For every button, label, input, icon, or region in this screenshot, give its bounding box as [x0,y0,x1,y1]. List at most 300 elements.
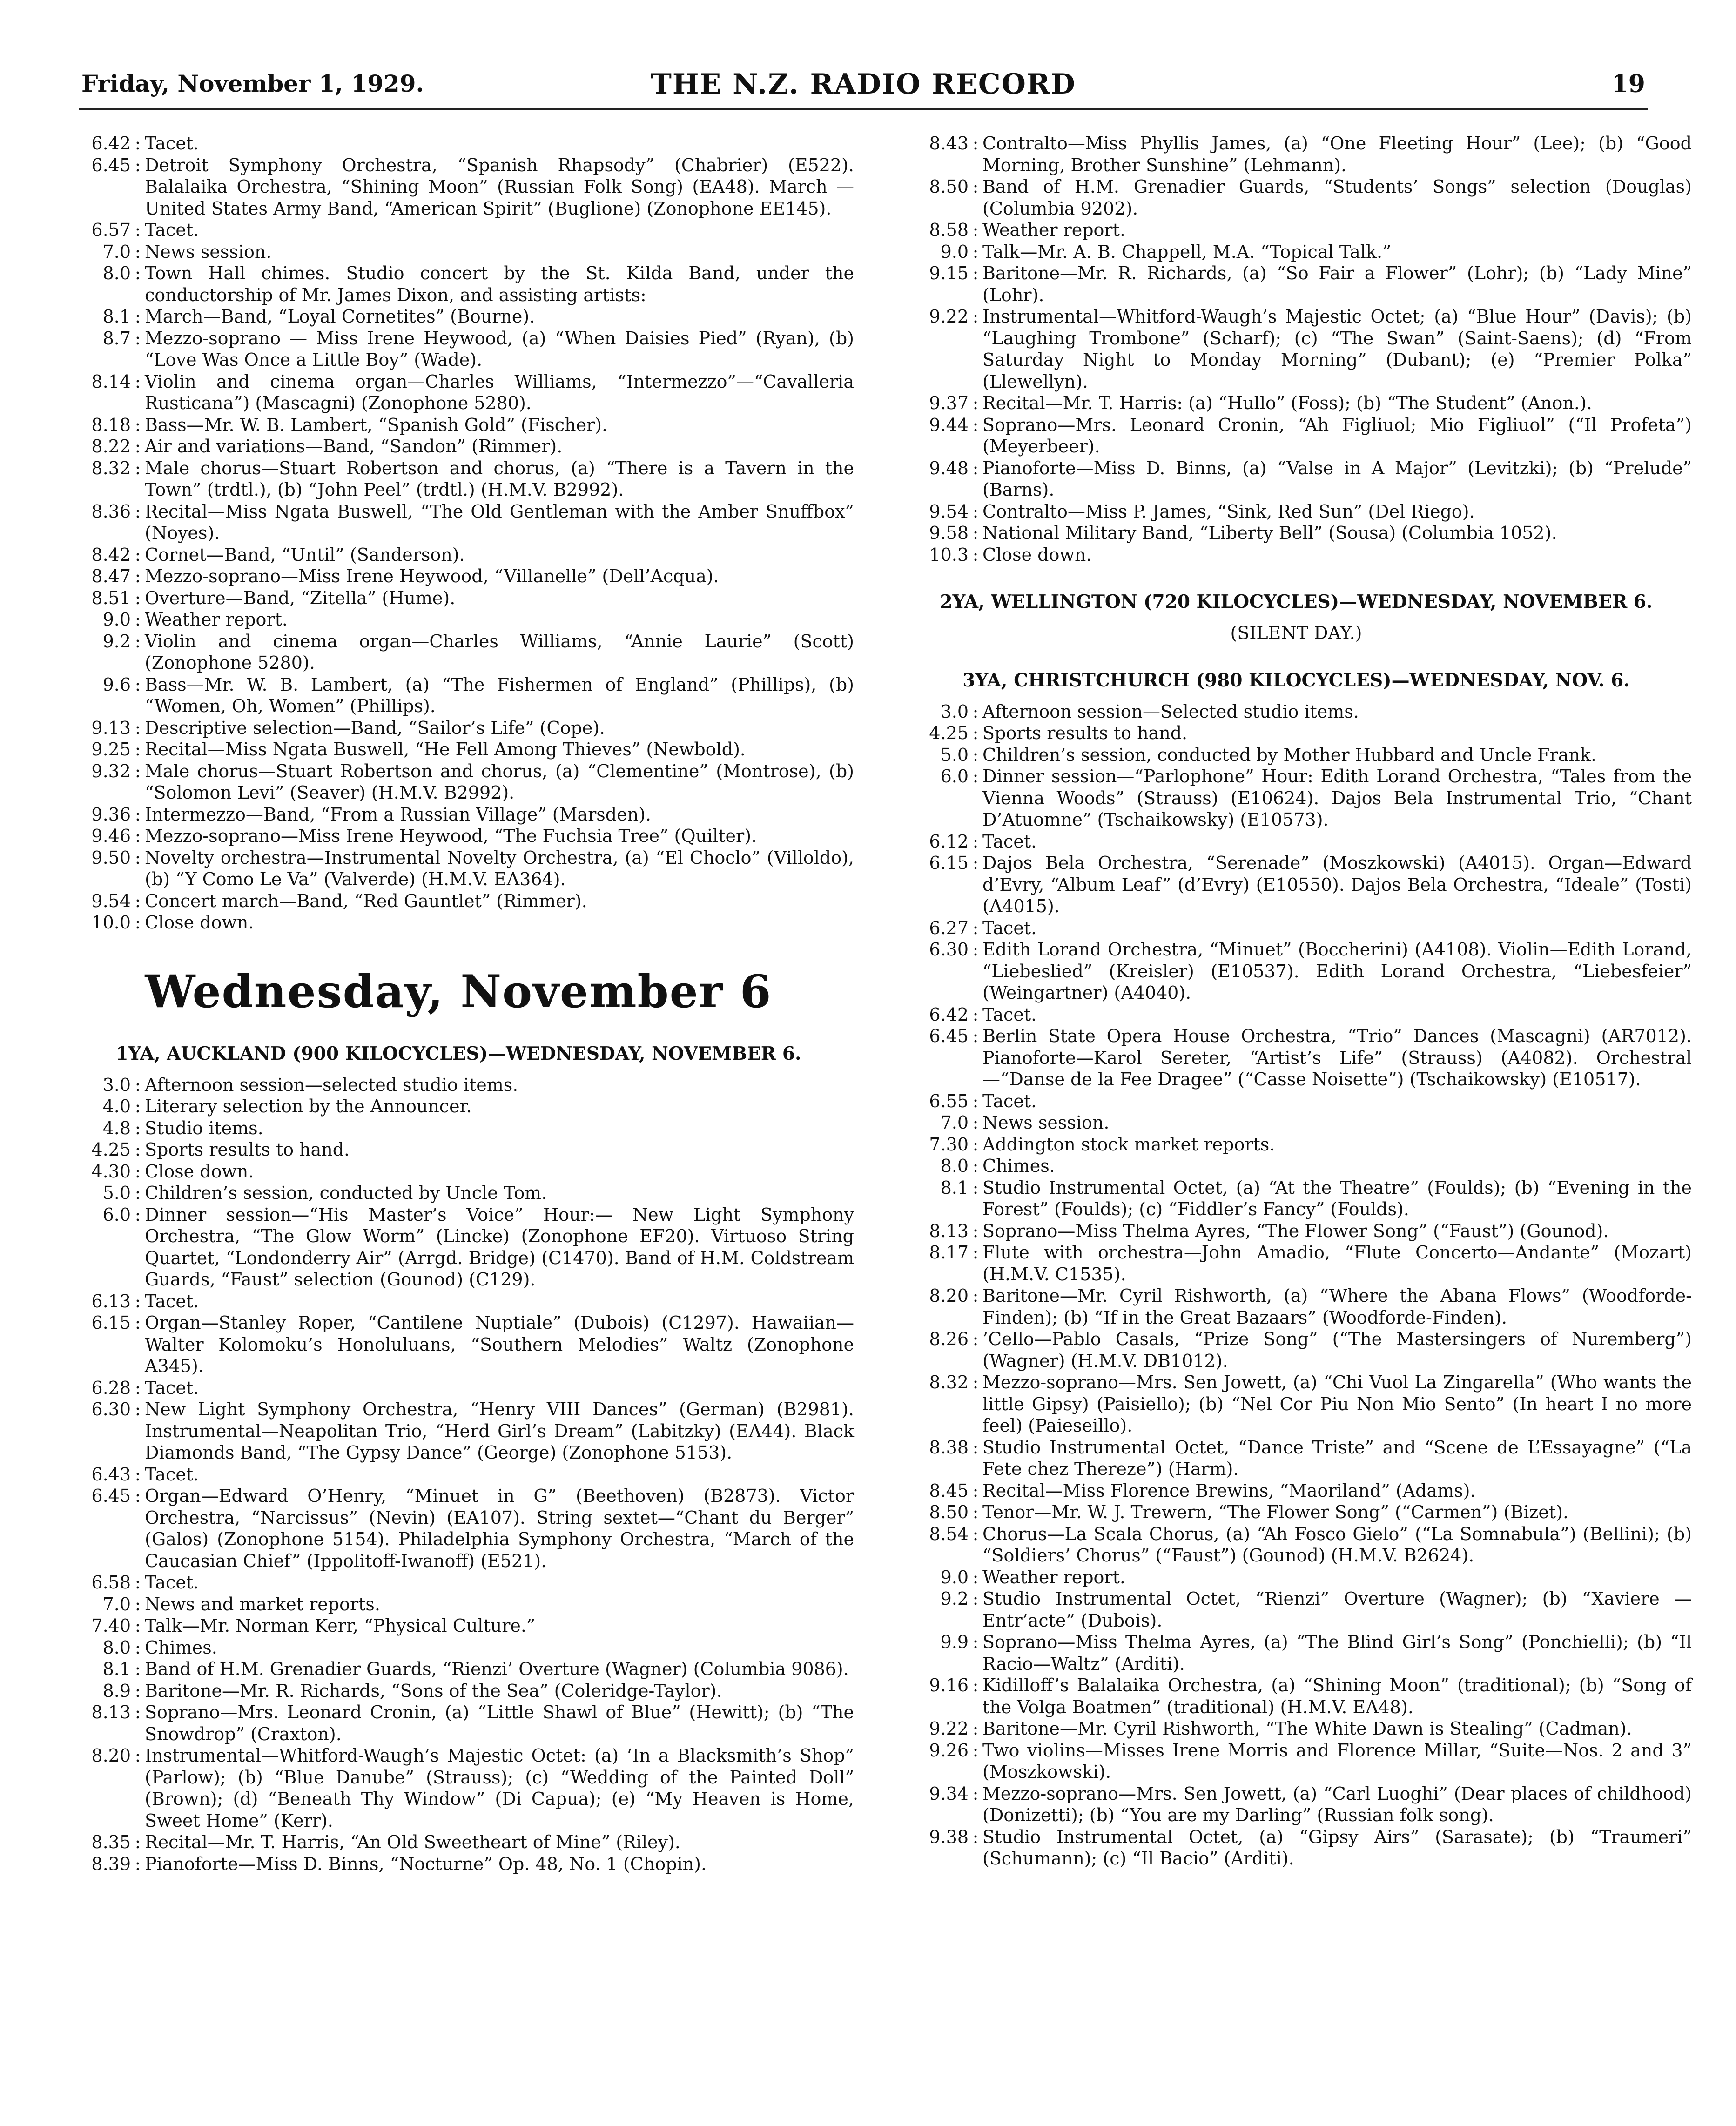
entry-separator: : [972,241,979,262]
entry-separator: : [972,457,979,478]
entry-separator: : [135,1291,141,1312]
entry-time: 7.30 [929,1134,969,1155]
program-entry [901,1372,1692,1437]
program-entry [63,1096,854,1117]
entry-text: News session. [145,241,272,262]
entry-text: Soprano—Mrs. Leonard Cronin, (a) “Little Shawl of Blue” (Hewitt); (b) “The Snowdrop” (Craxton). [145,1702,854,1744]
entry-text: Close down. [982,544,1092,565]
entry-separator: : [135,1464,141,1485]
entry-separator: : [135,1702,141,1722]
entry-separator: : [972,1632,979,1652]
entry-text: Tacet. [145,1572,199,1593]
program-entry [901,457,1692,501]
entry-separator: : [135,1312,141,1333]
entry-separator: : [135,241,141,262]
entry-time: 8.0 [102,263,131,283]
program-entry [63,565,854,587]
entry-separator: : [135,1637,141,1658]
entry-separator: : [135,1377,141,1398]
entry-separator: : [135,717,141,738]
page-number: 19 [1611,70,1645,98]
entry-text: Mezzo-soprano—Miss Irene Heywood, “The Fuchsia Tree” (Quilter). [145,826,757,846]
entry-text: Dajos Bela Orchestra, “Serenade” (Moszkowski) (A4015). Organ—Edward d’Evry, “Album Leaf” (d’Evry) (E10550). Dajos Bela Orchestra, “Ideale” (Tosti) (A4015). [982,853,1692,916]
entry-text: Recital—Mr. T. Harris, “An Old Sweetheart of Mine” (Riley). [145,1832,680,1852]
entry-time: 6.0 [102,1204,131,1225]
entry-time: 8.17 [929,1242,969,1263]
program-entry [901,306,1692,392]
entry-text: Band of H.M. Grenadier Guards, “Students’ Songs” selection (Douglas) (Columbia 9202). [982,176,1692,219]
program-list-continued [63,133,854,934]
program-entry [63,1594,854,1615]
program-entry [901,219,1692,241]
entry-text: Tacet. [982,917,1037,938]
entry-separator: : [972,523,979,543]
program-entry [63,847,854,890]
entry-text: Talk—Mr. A. B. Chappell, M.A. “Topical Talk.” [982,241,1392,262]
right-column [901,133,1692,1870]
program-entry [901,744,1692,766]
entry-text: Violin and cinema organ—Charles Williams, “Intermezzo”—“Cavalleria Rusticana”) (Mascagni) (Zonophone 5280). [145,371,854,413]
entry-text: Studio items. [145,1117,263,1138]
page-header [81,70,1645,107]
entry-time: 8.1 [102,306,131,327]
entry-time: 8.13 [91,1702,131,1722]
entry-separator: : [135,155,141,175]
program-entry [901,1523,1692,1567]
entry-separator: : [972,544,979,565]
program-entry [63,1204,854,1291]
entry-time: 8.20 [929,1285,969,1306]
entry-text: Mezzo-soprano—Mrs. Sen Jowett, (a) “Chi Vuol La Zingarella” (Who wants the little Gipsy) (Paisiello); (b) “Nel Cor Piu Non Mio Sento” (In heart I no more feel) (Paieseillo). [982,1372,1692,1436]
program-entry [63,436,854,457]
entry-separator: : [972,306,979,327]
program-entry [63,1853,854,1875]
entry-time: 6.12 [929,831,969,852]
entry-time: 8.47 [91,566,131,586]
entry-time: 9.0 [940,1567,969,1588]
program-entry [901,1437,1692,1480]
entry-text: Tacet. [145,1464,199,1485]
entry-time: 9.2 [102,631,131,652]
entry-text: Studio Instrumental Octet, “Rienzi” Overture (Wagner); (b) “Xaviere —Entr’acte” (Dubois). [982,1588,1692,1631]
program-entry [63,804,854,826]
program-list-3ya [901,701,1692,1870]
entry-separator: : [972,1242,979,1263]
program-entry [63,1745,854,1831]
program-entry [901,1588,1692,1631]
entry-separator: : [972,939,979,960]
left-column [63,133,854,1875]
entry-time: 9.22 [929,306,969,327]
entry-time: 9.25 [91,739,131,760]
program-entry [63,1572,854,1594]
entry-text: Concert march—Band, “Red Gauntlet” (Rimmer). [145,890,587,911]
entry-separator: : [972,1220,979,1241]
entry-time: 3.0 [102,1074,131,1095]
entry-separator: : [135,760,141,781]
program-entry [901,1567,1692,1588]
entry-text: Tacet. [145,1291,199,1312]
entry-text: Descriptive selection—Band, “Sailor’s Life” (Cope). [145,717,606,738]
program-entry [63,1637,854,1659]
program-entry [63,1139,854,1161]
program-entry [901,722,1692,744]
program-entry [901,1242,1692,1285]
entry-separator: : [135,1745,141,1766]
entry-text: Organ—Stanley Roper, “Cantilene Nuptiale” (Dubois) (C1297). Hawaiian—Walter Kolomoku’s Honoluluans, “Southern Melodies” Waltz (Zonophone A345). [145,1312,854,1376]
entry-time: 9.32 [91,760,131,781]
entry-text: Close down. [145,1161,254,1182]
entry-text: Close down. [145,912,254,933]
entry-text: Baritone—Mr. Cyril Rishworth, (a) “Where the Abana Flows” (Woodforde-Finden); (b) “If in the Great Bazaars” (Woodforde-Finden). [982,1285,1692,1328]
entry-time: 8.1 [940,1177,969,1198]
entry-time: 8.39 [91,1853,131,1874]
entry-separator: : [135,1074,141,1095]
entry-separator: : [972,723,979,743]
station-heading-3ya: 3YA, CHRISTCHURCH (980 KILOCYCLES)—WEDNESDAY, NOV. 6. [962,669,1630,691]
entry-text: Weather report. [145,609,288,630]
entry-text: Afternoon session—Selected studio items. [982,701,1359,722]
program-entry [901,939,1692,1004]
entry-time: 8.54 [929,1523,969,1544]
entry-time: 8.0 [940,1156,969,1176]
program-entry [63,241,854,263]
program-entry [901,1501,1692,1523]
entry-text: Sports results to hand. [982,723,1188,743]
program-entry [63,328,854,371]
program-entry [901,1718,1692,1740]
program-entry [901,701,1692,723]
entry-text: Pianoforte—Miss D. Binns, “Nocturne” Op. 48, No. 1 (Chopin). [145,1853,707,1874]
entry-time: 9.50 [91,847,131,868]
entry-separator: : [972,1588,979,1609]
entry-text: Chimes. [145,1637,217,1658]
entry-time: 9.6 [102,674,131,695]
entry-text: Studio Instrumental Octet, (a) “At the Theatre” (Foulds); (b) “Evening in the Forest” (Foulds); (c) “Fiddler’s Fancy” (Foulds). [982,1177,1692,1219]
entry-text: ’Cello—Pablo Casals, “Prize Song” (“The Mastersingers of Nuremberg”) (Wagner) (H.M.V. DB1012). [982,1329,1692,1371]
entry-separator: : [135,1572,141,1593]
entry-separator: : [972,393,979,413]
entry-time: 5.0 [102,1183,131,1203]
entry-separator: : [972,1004,979,1025]
entry-separator: : [135,631,141,652]
entry-separator: : [135,1161,141,1182]
entry-text: Pianoforte—Miss D. Binns, (a) “Valse in A Major” (Levitzki); (b) “Prelude” (Barns). [982,457,1692,500]
entry-text: Bass—Mr. W. B. Lambert, “Spanish Gold” (Fischer). [145,414,608,435]
entry-text: Kidilloff’s Balalaika Orchestra, (a) “Shining Moon” (traditional); (b) “Song of the Volga Boatmen” (traditional) (H.M.V. EA48). [982,1675,1692,1717]
entry-separator: : [135,501,141,522]
program-entry [63,890,854,912]
program-entry [63,219,854,241]
entry-text: Novelty orchestra—Instrumental Novelty Orchestra, (a) “El Choclo” (Villoldo), (b) “Y Como Le Va” (Valverde) (H.M.V. EA364). [145,847,854,889]
entry-separator: : [972,1502,979,1522]
entry-separator: : [972,414,979,435]
entry-separator: : [135,674,141,695]
entry-separator: : [972,744,979,765]
entry-time: 8.35 [91,1832,131,1852]
entry-separator: : [972,831,979,852]
entry-separator: : [972,1112,979,1133]
program-entry [901,392,1692,414]
program-entry [63,306,854,328]
entry-separator: : [972,766,979,787]
entry-separator: : [972,1567,979,1588]
entry-text: Dinner session—“His Master’s Voice” Hour:— New Light Symphony Orchestra, “The Glow Worm” (Lincke) (Zonophone EF20). Virtuoso String Quartet, “Londonderry Air” (Arrgd. Bridge) (C1470). Band of H.M. Coldstream Guards, “Faust” selection (Gounod) (C129). [145,1204,854,1290]
entry-separator: : [135,1486,141,1506]
program-entry [901,1134,1692,1156]
entry-separator: : [135,1117,141,1138]
entry-time: 9.38 [929,1826,969,1847]
silent-day-note: (SILENT DAY.) [1230,623,1362,643]
program-entry [63,717,854,739]
program-entry [63,1615,854,1637]
entry-separator: : [972,1026,979,1046]
entry-time: 9.15 [929,263,969,283]
entry-time: 8.20 [91,1745,131,1766]
entry-time: 6.15 [929,853,969,873]
entry-time: 7.40 [91,1615,131,1636]
entry-time: 9.54 [91,890,131,911]
entry-separator: : [972,1437,979,1458]
program-entry [901,262,1692,306]
program-entry [63,631,854,674]
issue-date: Friday, November 1, 1929. [81,70,424,97]
entry-time: 4.25 [929,723,969,743]
entry-text: Tacet. [145,1377,199,1398]
entry-text: Cornet—Band, “Until” (Sanderson). [145,544,465,565]
entry-time: 9.37 [929,393,969,413]
program-entry [901,831,1692,853]
entry-separator: : [135,328,141,349]
entry-time: 7.0 [102,241,131,262]
entry-time: 8.43 [929,133,969,154]
entry-time: 9.0 [102,609,131,630]
entry-time: 6.45 [929,1026,969,1046]
entry-text: Intermezzo—Band, “From a Russian Village” (Marsden). [145,804,651,825]
program-entry [63,1182,854,1204]
entry-separator: : [972,501,979,522]
program-entry [63,1161,854,1183]
entry-text: Weather report. [982,1567,1125,1588]
entry-time: 6.57 [91,220,131,240]
entry-time: 6.43 [91,1464,131,1485]
entry-separator: : [135,804,141,825]
program-entry [901,241,1692,263]
entry-separator: : [135,1680,141,1701]
entry-separator: : [135,739,141,760]
entry-separator: : [135,847,141,868]
entry-time: 9.0 [940,241,969,262]
entry-text: Addington stock market reports. [982,1134,1275,1155]
entry-text: Band of H.M. Grenadier Guards, “Rienzi’ Overture (Wagner) (Columbia 9086). [145,1659,849,1679]
entry-time: 10.0 [91,912,131,933]
entry-text: Instrumental—Whitford-Waugh’s Majestic Octet: (a) ‘In a Blacksmith’s Shop” (Parlow); (b) “Blue Danube” (Strauss); (c) “Wedding of the Painted Doll” (Brown); (d) “Beneath Thy Window” (Di Capua); (e) “My Heaven is Home, Sweet Home” (Kerr). [145,1745,854,1831]
entry-text: Mezzo-soprano — Miss Irene Heywood, (a) “When Daisies Pied” (Ryan), (b) “Love Was Once a Little Boy” (Wade). [145,328,854,370]
entry-text: Tacet. [982,1004,1037,1025]
program-entry [63,1464,854,1486]
entry-time: 8.32 [91,457,131,478]
program-entry [901,1826,1692,1870]
entry-text: Chorus—La Scala Chorus, (a) “Ah Fosco Gielo” (“La Somnabula”) (Bellini); (b) “Soldiers’ Chorus” (“Faust”) (Gounod) (H.M.V. B2624). [982,1523,1692,1566]
entry-separator: : [972,1090,979,1111]
entry-separator: : [135,912,141,933]
entry-time: 6.30 [929,939,969,960]
entry-time: 9.48 [929,457,969,478]
program-entry [63,371,854,414]
entry-text: New Light Symphony Orchestra, “Henry VIII Dances” (German) (B2981). Instrumental—Neapolitan Trio, “Herd Girl’s Dream” (Labitzky) (EA44). Black Diamonds Band, “The Gypsy Dance” (George) (Zonophone 5153). [145,1399,854,1463]
entry-time: 9.34 [929,1783,969,1804]
entry-time: 6.30 [91,1399,131,1420]
entry-time: 8.0 [102,1637,131,1658]
program-entry [901,1328,1692,1372]
entry-separator: : [135,133,141,154]
entry-separator: : [972,133,979,154]
entry-text: Literary selection by the Announcer. [145,1096,472,1117]
entry-separator: : [972,1675,979,1695]
entry-text: Violin and cinema organ—Charles Williams, “Annie Laurie” (Scott) (Zonophone 5280). [145,631,854,673]
entry-separator: : [972,1718,979,1739]
program-entry [901,176,1692,219]
entry-text: Contralto—Miss Phyllis James, (a) “One Fleeting Hour” (Lee); (b) “Good Morning, Brother Sunshine” (Lehmann). [982,133,1692,175]
entry-separator: : [972,701,979,722]
entry-text: Recital—Miss Ngata Buswell, “He Fell Among Thieves” (Newbold). [145,739,746,760]
entry-time: 6.27 [929,917,969,938]
program-entry [63,674,854,717]
entry-text: Recital—Miss Florence Brewins, “Maoriland” (Adams). [982,1480,1476,1501]
program-entry [901,1740,1692,1783]
program-entry [901,1783,1692,1826]
entry-time: 8.22 [91,436,131,457]
entry-separator: : [135,220,141,240]
program-entry [901,1155,1692,1177]
program-entry [63,760,854,804]
entry-separator: : [135,1853,141,1874]
program-entry [901,766,1692,831]
program-entry [63,155,854,220]
entry-time: 8.36 [91,501,131,522]
program-entry [901,1090,1692,1112]
program-entry [901,1025,1692,1090]
entry-time: 6.0 [940,766,969,787]
program-entry [63,1831,854,1853]
entry-text: Mezzo-soprano—Mrs. Sen Jowett, (a) “Carl Luoghi” (Dear places of childhood) (Donizetti); (b) “You are my Darling” (Russian folk song). [982,1783,1692,1825]
entry-time: 8.42 [91,544,131,565]
program-list-1ya [63,1074,854,1875]
entry-time: 9.22 [929,1718,969,1739]
program-entry [901,544,1692,566]
program-entry [63,414,854,436]
entry-separator: : [972,1177,979,1198]
entry-separator: : [135,1832,141,1852]
entry-time: 6.58 [91,1572,131,1593]
entry-text: Male chorus—Stuart Robertson and chorus, (a) “There is a Tavern in the Town” (trdtl.), (b) “John Peel” (trdtl.) (H.M.V. B2992). [145,457,854,500]
entry-separator: : [135,306,141,327]
entry-text: Recital—Miss Ngata Buswell, “The Old Gentleman with the Amber Snuffbox” (Noyes). [145,501,854,543]
entry-separator: : [972,1134,979,1155]
program-entry [63,457,854,501]
entry-text: Dinner session—“Parlophone” Hour: Edith Lorand Orchestra, “Tales from the Vienna Woods” (Strauss) (E10624). Dajos Bela Instrumental Trio, “Chant D’Atuomne” (Tschaikowsky) (E10573). [982,766,1692,830]
entry-time: 8.50 [929,1502,969,1522]
program-entry [63,912,854,934]
entry-separator: : [972,1285,979,1306]
entry-text: Contralto—Miss P. James, “Sink, Red Sun” (Del Riego). [982,501,1475,522]
entry-text: Male chorus—Stuart Robertson and chorus, (a) “Clementine” (Montrose), (b) “Solomon Levi” (Seaver) (H.M.V. B2992). [145,760,854,803]
entry-separator: : [135,263,141,283]
program-entry [901,133,1692,176]
entry-time: 4.30 [91,1161,131,1182]
program-entry [63,587,854,609]
entry-text: Air and variations—Band, “Sandon” (Rimmer). [145,436,563,457]
entry-separator: : [972,1329,979,1349]
entry-separator: : [972,1480,979,1501]
entry-separator: : [972,263,979,283]
program-entry [63,544,854,566]
program-entry [63,825,854,847]
program-entry [901,522,1692,544]
entry-time: 7.0 [102,1594,131,1615]
program-entry [901,917,1692,939]
entry-time: 5.0 [940,744,969,765]
program-list-1ya-continued [901,133,1692,565]
entry-text: Bass—Mr. W. B. Lambert, (a) “The Fishermen of England” (Phillips), (b) “Women, Oh, Women” (Phillips). [145,674,854,716]
entry-time: 4.0 [102,1096,131,1117]
entry-text: Soprano—Miss Thelma Ayres, (a) “The Blind Girl’s Song” (Ponchielli); (b) “Il Racio—Waltz” (Arditi). [982,1632,1692,1674]
entry-time: 8.38 [929,1437,969,1458]
entry-time: 4.25 [91,1139,131,1160]
entry-time: 8.50 [929,176,969,197]
entry-text: Studio Instrumental Octet, “Dance Triste” and “Scene de L’Essayagne” (“La Fete chez Thereze”) (Harm). [982,1437,1692,1479]
entry-separator: : [135,414,141,435]
publication-title: THE N.Z. RADIO RECORD [651,68,1076,101]
entry-separator: : [135,890,141,911]
entry-text: Studio Instrumental Octet, (a) “Gipsy Airs” (Sarasate); (b) “Traumeri” (Schumann); (c) “Il Bacio” (Arditi). [982,1826,1692,1869]
entry-text: Tenor—Mr. W. J. Trewern, “The Flower Song” (“Carmen”) (Bizet). [982,1502,1569,1522]
station-heading-1ya: 1YA, AUCKLAND (900 KILOCYCLES)—WEDNESDAY, NOVEMBER 6. [115,1043,801,1064]
program-entry [63,1074,854,1096]
entry-separator: : [972,1372,979,1393]
entry-text: Detroit Symphony Orchestra, “Spanish Rhapsody” (Chabrier) (E522). Balalaika Orchestra, “Shining Moon” (Russian Folk Song) (EA48). March — United States Army Band, “American Spirit” (Buglione) (Zonophone EE145). [145,155,854,219]
entry-text: Tacet. [982,831,1037,852]
entry-separator: : [135,544,141,565]
day-heading: Wednesday, November 6 [145,965,772,1018]
program-entry [63,1680,854,1702]
entry-separator: : [972,1523,979,1544]
program-entry [901,1004,1692,1026]
entry-text: National Military Band, “Liberty Bell” (Sousa) (Columbia 1052). [982,523,1557,543]
entry-text: Instrumental—Whitford-Waugh’s Majestic Octet; (a) “Blue Hour” (Davis); (b) “Laughing Trombone” (Scharf); (c) “The Swan” (Saint-Saens); (d) “From Saturday Night to Monday Morning” (Dubant); (e) “Premier Polka” (Llewellyn). [982,306,1692,392]
entry-separator: : [972,1783,979,1804]
entry-separator: : [135,587,141,608]
entry-time: 6.55 [929,1090,969,1111]
entry-text: Children’s session, conducted by Uncle Tom. [145,1183,547,1203]
entry-text: Baritone—Mr. R. Richards, “Sons of the Sea” (Coleridge-Taylor). [145,1680,722,1701]
entry-text: Afternoon session—selected studio items. [145,1074,518,1095]
entry-time: 6.15 [91,1312,131,1333]
entry-time: 8.26 [929,1329,969,1349]
entry-text: Baritone—Mr. Cyril Rishworth, “The White Dawn is Stealing” (Cadman). [982,1718,1632,1739]
entry-time: 8.45 [929,1480,969,1501]
station-heading-2ya: 2YA, WELLINGTON (720 KILOCYCLES)—WEDNESDAY, NOVEMBER 6. [940,591,1653,612]
entry-text: Baritone—Mr. R. Richards, (a) “So Fair a Flower” (Lohr); (b) “Lady Mine” (Lohr). [982,263,1692,305]
entry-separator: : [972,1740,979,1761]
entry-time: 9.13 [91,717,131,738]
entry-separator: : [135,1139,141,1160]
entry-time: 8.51 [91,587,131,608]
entry-time: 8.14 [91,371,131,392]
entry-time: 6.13 [91,1291,131,1312]
entry-separator: : [135,457,141,478]
program-entry [901,1220,1692,1242]
